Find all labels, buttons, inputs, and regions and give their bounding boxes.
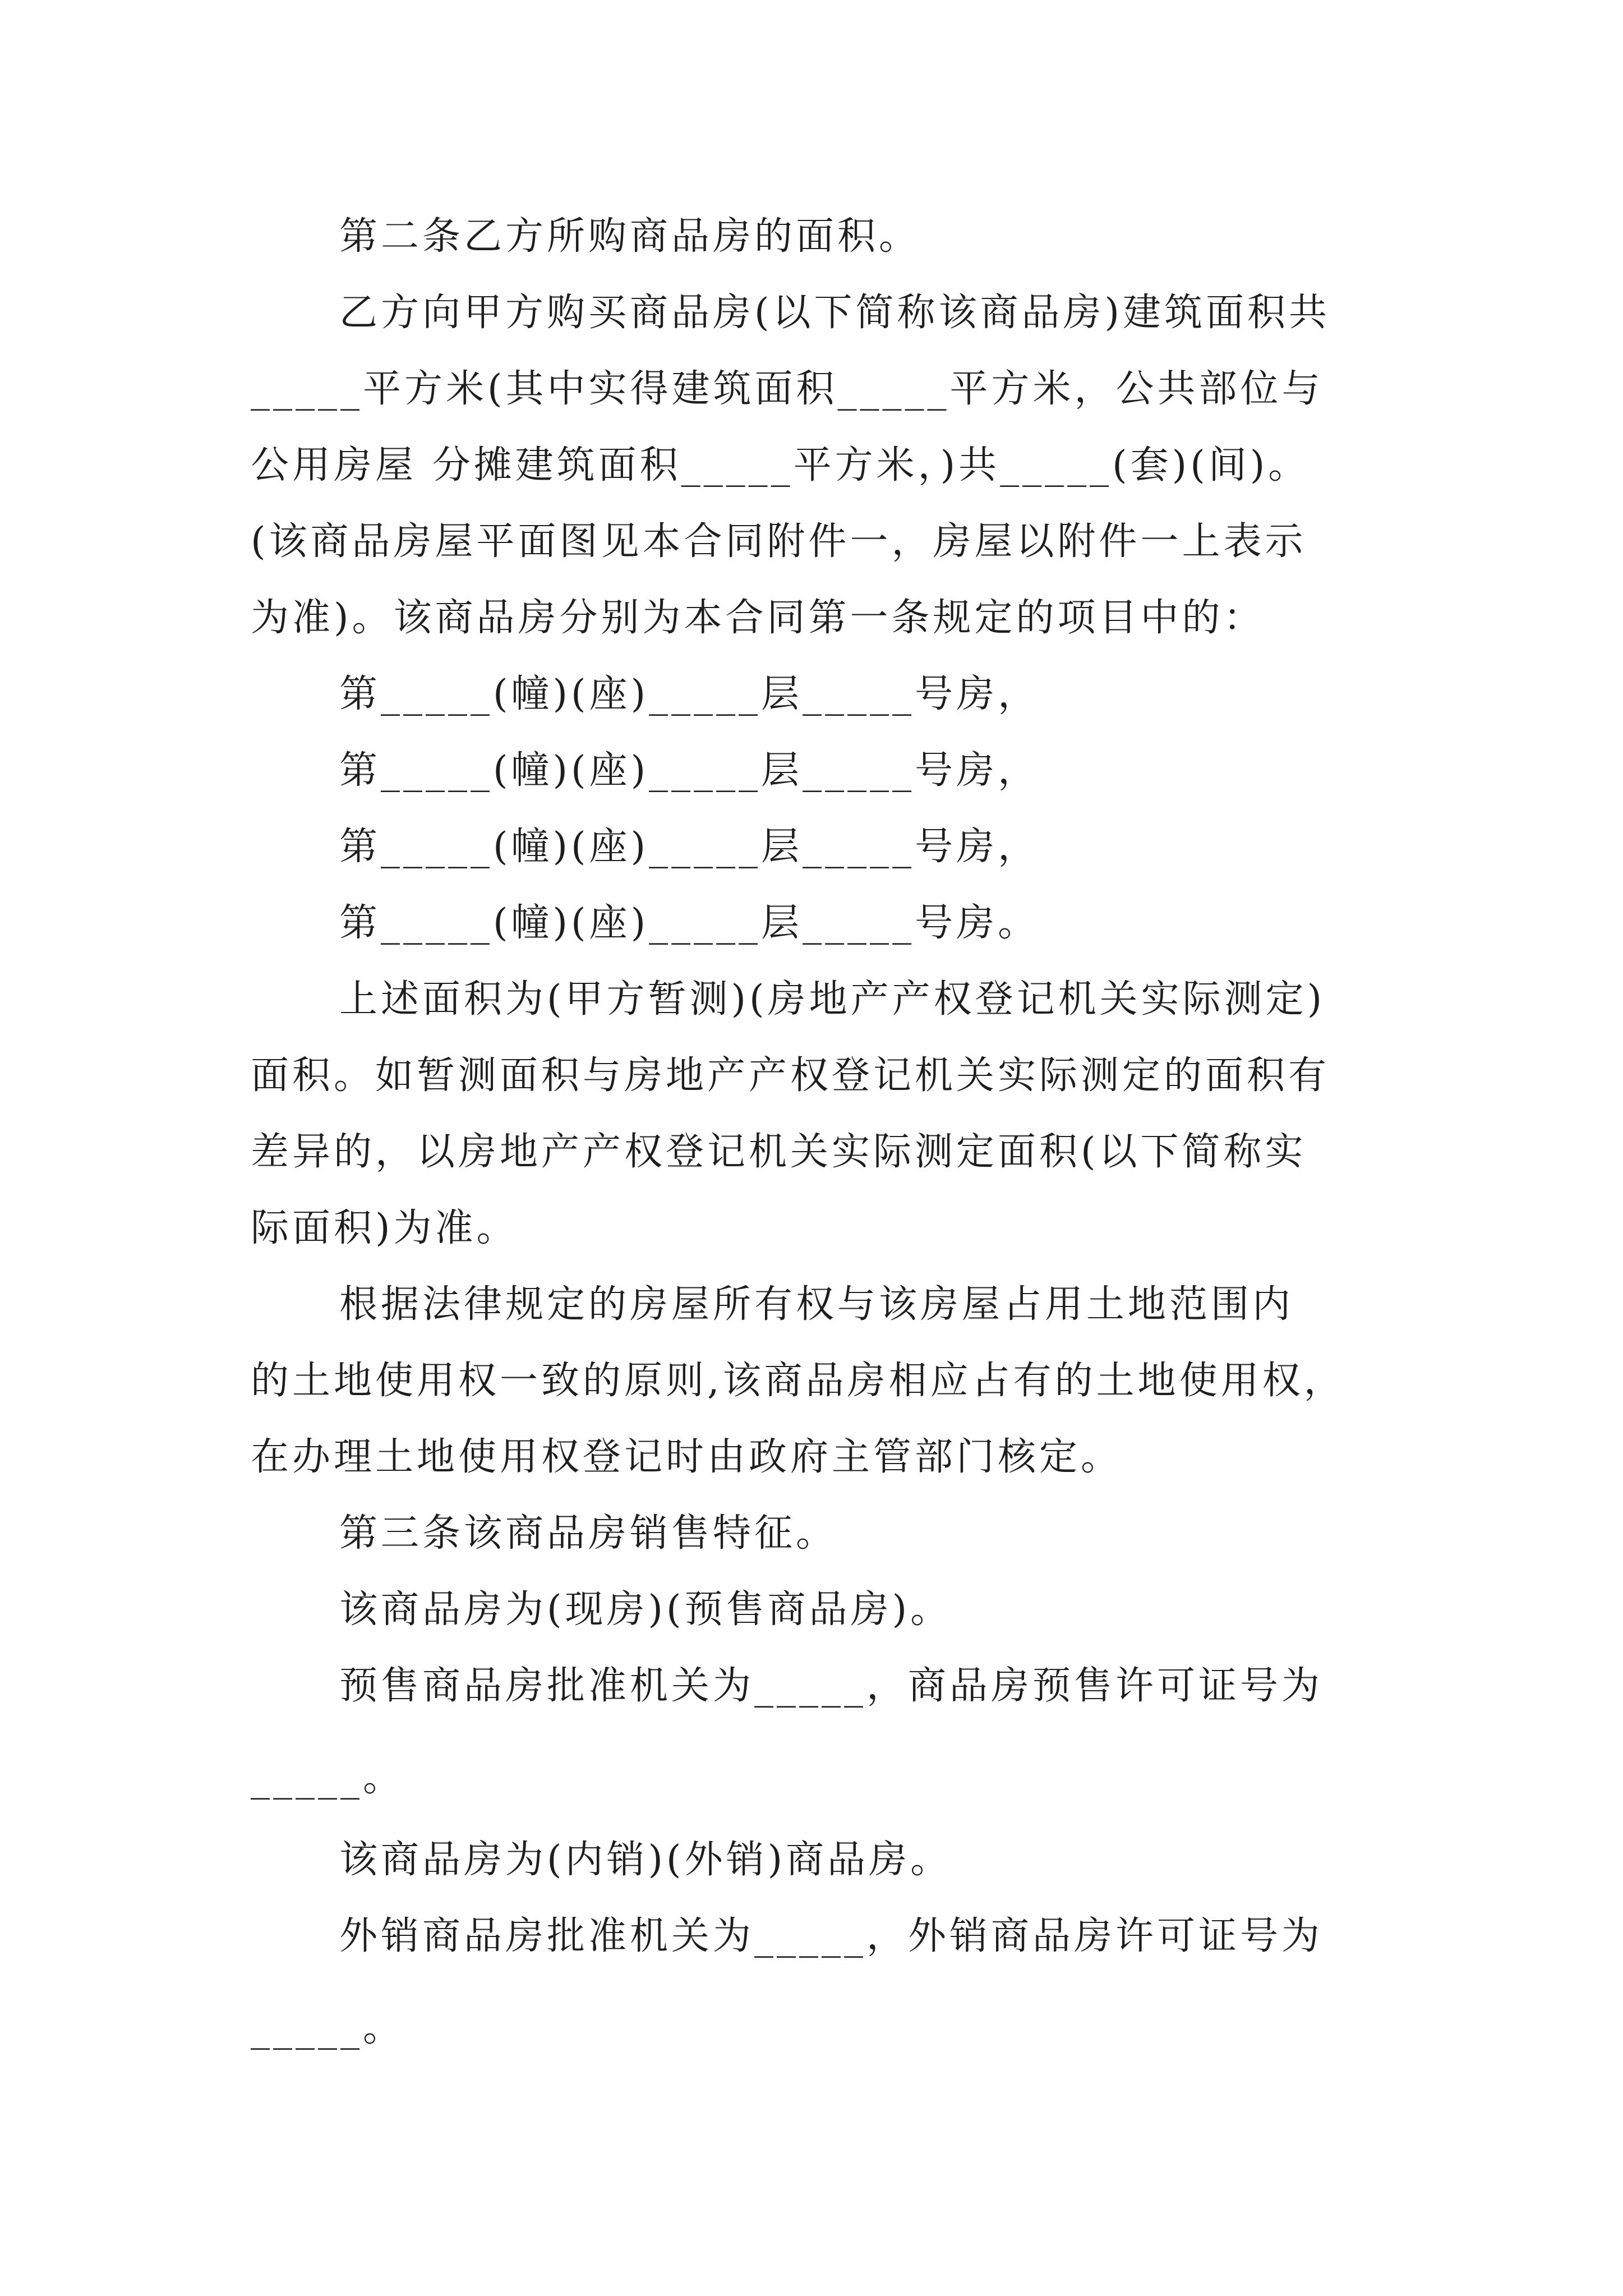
- sale-type-line: 该商品房为(现房)(预售商品房)。: [339, 1588, 952, 1632]
- area-paragraph-line-4: (该商品房屋平面图见本合同附件一，房屋以附件一上表示: [251, 519, 1307, 564]
- land-use-line-2: 的土地使用权一致的原则,该商品房相应占有的土地使用权，: [251, 1359, 1345, 1403]
- unit-line-4: 第_____(幢)(座)_____层_____号房。: [339, 901, 1040, 945]
- land-use-line-1: 根据法律规定的房屋所有权与该房屋占用土地范围内: [339, 1282, 1294, 1327]
- measured-area-line-2: 面积。如暂测面积与房地产产权登记机关实际测定的面积有: [251, 1053, 1330, 1098]
- measured-area-line-3: 差异的，以房地产产权登记机关实际测定面积(以下简称实: [251, 1130, 1307, 1174]
- area-paragraph-line-5: 为准)。该商品房分别为本合同第一条规定的项目中的：: [251, 596, 1265, 640]
- clause-3-heading: 第三条该商品房销售特征。: [339, 1511, 838, 1556]
- export-authority-line-1: 外销商品房批准机关为_____，外销商品房许可证号为: [339, 1914, 1324, 1958]
- export-authority-line-2: _____。: [251, 2006, 405, 2050]
- market-type-line: 该商品房为(内销)(外销)商品房。: [339, 1838, 952, 1882]
- measured-area-line-1: 上述面积为(甲方暂测)(房地产产权登记机关实际测定): [339, 977, 1326, 1022]
- presale-authority-line-1: 预售商品房批准机关为_____，商品房预售许可证号为: [339, 1664, 1324, 1708]
- area-paragraph-line-2: _____平方米(其中实得建筑面积_____平方米，公共部位与: [251, 367, 1324, 411]
- unit-line-2: 第_____(幢)(座)_____层_____号房，: [339, 748, 1040, 793]
- measured-area-line-4: 际面积)为准。: [251, 1206, 518, 1250]
- unit-line-1: 第_____(幢)(座)_____层_____号房，: [339, 672, 1040, 716]
- area-paragraph-line-3: 公用房屋 分摊建筑面积_____平方米，)共_____(套)(间)。: [251, 443, 1310, 487]
- clause-2-heading: 第二条乙方所购商品房的面积。: [339, 214, 921, 259]
- area-paragraph-line-1: 乙方向甲方购买商品房(以下简称该商品房)建筑面积共: [339, 291, 1331, 335]
- presale-authority-line-2: _____。: [251, 1756, 405, 1800]
- land-use-line-3: 在办理土地使用权登记时由政府主管部门核定。: [251, 1435, 1123, 1479]
- unit-line-3: 第_____(幢)(座)_____层_____号房，: [339, 825, 1040, 869]
